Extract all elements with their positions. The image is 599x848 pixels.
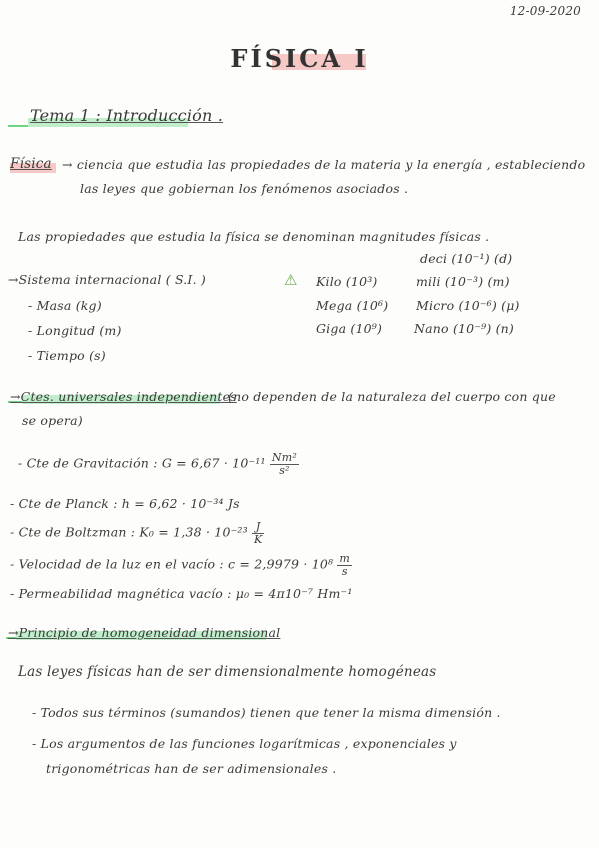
luz-label: - Velocidad de la luz en el vacío : <box>10 556 224 572</box>
ctes-note1: (no dependen de la naturaleza del cuerpo con que <box>228 389 556 404</box>
grav-label: - Cte de Gravitación : <box>18 455 158 471</box>
fisica-term-row <box>10 156 52 172</box>
si-item-masa: - Masa (kg) <box>28 298 102 313</box>
prefix-giga: Giga (10⁹) <box>316 321 383 336</box>
cte-boltzman <box>10 521 264 545</box>
page-title: FÍSICA I <box>230 44 369 73</box>
principio-bullet2b: trigonométricas han de ser adimensionales . <box>46 761 337 776</box>
grav-value: G = 6,67 · 10⁻¹¹ <box>161 455 266 471</box>
fisica-def-line1 <box>62 157 585 172</box>
luz-units-den: s <box>341 564 348 578</box>
prefix-mega: Mega (10⁶) <box>316 298 389 313</box>
principio-heading: →Principio de homogeneidad dimensional <box>8 625 281 640</box>
principio-bullet2a: - Los argumentos de las funciones logarítmicas , exponenciales y <box>32 736 457 751</box>
cte-permeabilidad <box>10 586 353 601</box>
prefix-nano: Nano (10⁻⁹) (n) <box>414 321 514 336</box>
planck-value: h = 6,62 · 10⁻³⁴ Js <box>121 496 240 511</box>
principio-bullet1: - Todos sus términos (sumandos) tienen que tener la misma dimensión . <box>32 705 501 720</box>
prefix-micro: Micro (10⁻⁶) (μ) <box>416 298 520 313</box>
cte-gravitacion <box>18 452 299 476</box>
perm-label: - Permeabilidad magnética vacío : <box>10 586 232 601</box>
cte-luz <box>10 553 352 577</box>
arrow-icon: → <box>62 157 73 172</box>
ctes-heading: →Ctes. universales independientes <box>10 389 237 404</box>
cte-planck <box>10 496 240 511</box>
date-label: 12-09-2020 <box>509 4 581 18</box>
boltz-value: K₀ = 1,38 · 10⁻²³ <box>139 524 248 540</box>
planck-label: - Cte de Planck : <box>10 496 118 511</box>
luz-units <box>337 553 352 577</box>
fisica-term: Física <box>10 156 52 172</box>
boltz-units-num: J <box>252 521 264 534</box>
boltz-label: - Cte de Boltzman : <box>10 524 136 540</box>
si-heading: →Sistema internacional ( S.I. ) <box>8 272 206 287</box>
luz-units-num: m <box>339 552 351 565</box>
ctes-note2: se opera) <box>22 413 83 428</box>
boltz-units-den: K <box>254 532 263 546</box>
si-item-tiempo: - Tiempo (s) <box>28 348 106 363</box>
prefix-mili: mili (10⁻³) (m) <box>416 274 510 289</box>
prefix-deci: deci (10⁻¹) (d) <box>420 251 513 266</box>
grav-units <box>270 452 299 476</box>
magnitudes-text: Las propiedades que estudia la física se denominan magnitudes físicas . <box>18 229 490 244</box>
grav-units-den: s² <box>279 463 290 477</box>
tema-heading: Tema 1 : Introducción . <box>30 106 224 125</box>
fisica-def-line2: las leyes que gobiernan los fenómenos asociados . <box>80 181 409 196</box>
luz-value: c = 2,9979 · 10⁸ <box>228 556 334 572</box>
si-item-longitud: - Longitud (m) <box>28 323 122 338</box>
boltz-units <box>252 521 264 545</box>
tema-marker <box>8 125 28 127</box>
fisica-def-text1: ciencia que estudia las propiedades de la materia y la energía , estableciendo <box>76 157 586 172</box>
prefix-kilo: Kilo (10³) <box>316 274 378 289</box>
grav-units-num: Nm² <box>271 451 297 464</box>
warning-icon: ⚠ <box>284 271 298 289</box>
perm-value: μ₀ = 4π10⁻⁷ Hm⁻¹ <box>235 586 353 601</box>
principio-intro: Las leyes físicas han de ser dimensionalmente homogéneas <box>18 664 437 680</box>
